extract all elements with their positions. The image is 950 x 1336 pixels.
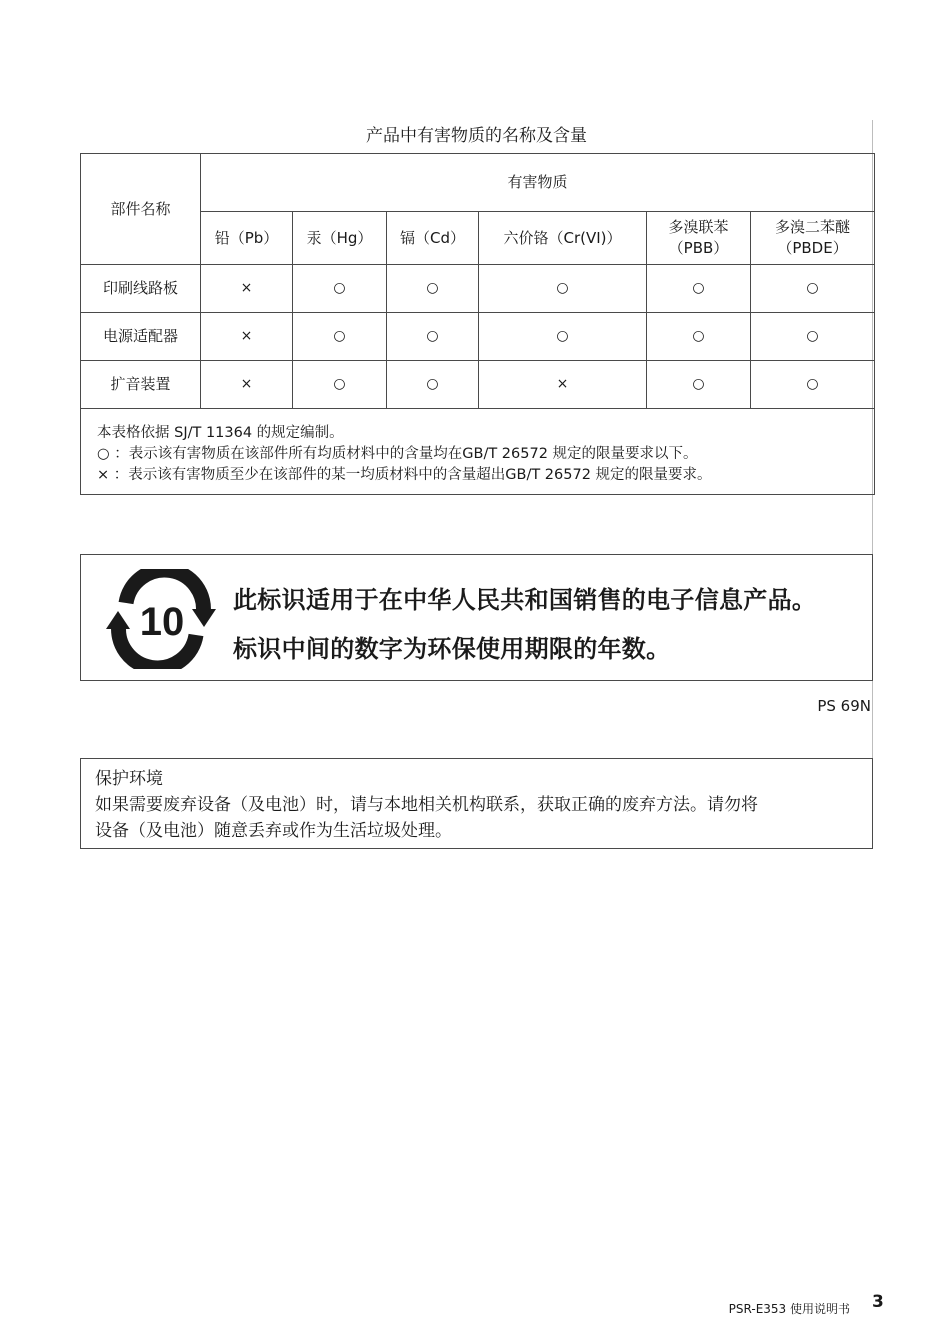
mark-cell: ○ [293, 361, 387, 409]
label-line-1: 此标识适用于在中华人民共和国销售的电子信息产品。 [233, 586, 817, 614]
environment-title: 保护环境 [95, 769, 163, 789]
table-row [81, 265, 875, 313]
header-substance: 铅（Pb） [201, 212, 293, 265]
environment-line-2: 设备（及电池）随意丢弃或作为生活垃圾处理。 [95, 821, 452, 841]
header-part-name: 部件名称 [81, 154, 201, 265]
header-substance: 多溴联苯 （PBB） [647, 212, 751, 265]
mark-cell: × [201, 361, 293, 409]
header-substance: 汞（Hg） [293, 212, 387, 265]
label-line-2: 标识中间的数字为环保使用期限的年数。 [233, 635, 671, 663]
note-line: 本表格依据 SJ/T 11364 的规定编制。 [97, 425, 344, 441]
environment-protection-label [80, 554, 873, 681]
table-title: 产品中有害物质的名称及含量 [366, 126, 587, 146]
recycle-period-10-icon [105, 569, 217, 669]
table-notes [81, 409, 875, 495]
mark-cell: ○ [387, 313, 479, 361]
part-name: 印刷线路板 [81, 265, 201, 313]
mark-cell: ○ [293, 313, 387, 361]
environment-line-1: 如果需要废弃设备（及电池）时，请与本地相关机构联系，获取正确的废弃方法。请勿将 [95, 795, 758, 815]
mark-cell: × [201, 313, 293, 361]
ps-code: PS 69N [817, 697, 871, 715]
note-line: × ：表示该有害物质至少在该部件的某一均质材料中的含量超出GB/T 26572 规定的限量要求。 [97, 467, 712, 483]
note-line: ○ ：表示该有害物质在该部件所有均质材料中的含量均在GB/T 26572 规定的限量要求以下。 [97, 446, 698, 462]
table-row [81, 361, 875, 409]
table-row [81, 313, 875, 361]
logo-number: 10 [139, 600, 185, 644]
hazardous-substance-table [80, 153, 875, 495]
mark-cell: ○ [647, 361, 751, 409]
page-number: 3 [872, 1292, 884, 1312]
mark-cell: ○ [647, 313, 751, 361]
header-substance: 镉（Cd） [387, 212, 479, 265]
mark-cell: ○ [751, 313, 875, 361]
mark-cell: ○ [387, 265, 479, 313]
environment-notice [80, 758, 873, 849]
mark-cell: ○ [751, 265, 875, 313]
part-name: 电源适配器 [81, 313, 201, 361]
header-substance: 六价铬（Cr(VI)） [479, 212, 647, 265]
header-hazardous: 有害物质 [201, 154, 875, 212]
part-name: 扩音装置 [81, 361, 201, 409]
mark-cell: × [479, 361, 647, 409]
mark-cell: × [201, 265, 293, 313]
mark-cell: ○ [479, 313, 647, 361]
mark-cell: ○ [293, 265, 387, 313]
mark-cell: ○ [647, 265, 751, 313]
mark-cell: ○ [751, 361, 875, 409]
mark-cell: ○ [387, 361, 479, 409]
mark-cell: ○ [479, 265, 647, 313]
footer-model: PSR-E353 使用说明书 [728, 1302, 850, 1316]
header-substance: 多溴二苯醚 （PBDE） [751, 212, 875, 265]
